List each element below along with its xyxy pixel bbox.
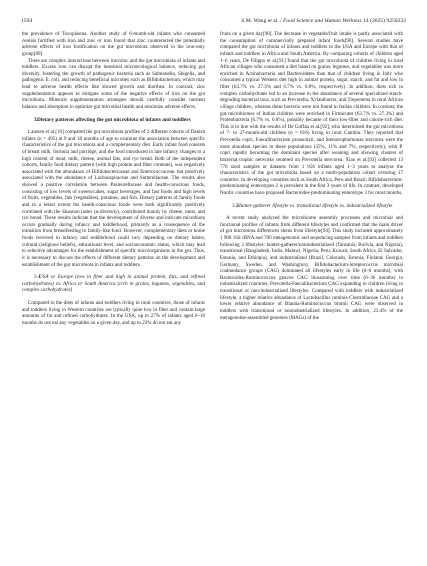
section-3-number: 3. bbox=[34, 116, 38, 123]
section-3-1-number: 3.1 bbox=[34, 274, 41, 281]
section-3-heading bbox=[22, 117, 205, 124]
journal-citation bbox=[241, 17, 406, 26]
section-3-2-title: Hunter-gatherer lifestyle vs. transitional lifestyle vs. industrialized lifestyle bbox=[237, 202, 393, 209]
left-paragraph-1: the prevalence of Toxoplasma. Another study of 6-month-old infants who consumed cereals fortified with iron and zinc or iron found that zinc counteracted the potentially adverse effects of iron fortification on the gut microbiota observed in the iron-only group[89]. bbox=[22, 31, 205, 57]
left-column bbox=[22, 31, 205, 327]
section-3-1-title: USA or Europe (low in fiber and high in animal protein, fats, and refined carbohydrates) vs. Africa or South America (rich in grains, legumes, vegetables, and complex carbohydrates) bbox=[22, 274, 205, 294]
right-column bbox=[220, 31, 403, 321]
running-header bbox=[21, 17, 406, 26]
section-3-1-heading bbox=[22, 274, 205, 294]
citation-authors: S.M. Wang et al. / bbox=[241, 18, 283, 24]
page-number: 1594 bbox=[21, 18, 33, 24]
section-3-2-number: 3.2 bbox=[232, 202, 239, 209]
section-3-title: Dietary patterns affecting the gut microbiota of infants and toddlers bbox=[37, 116, 191, 123]
right-paragraph-1: fruits on a given day[90]. The decrease in vegetable/fruit intake is partly associated with the consumption of commercially prepared infant foods[90]. Several studies have compared the gut microbiota of infants and toddlers in the USA and Europe with that of infants and toddlers in Africa and South America. By comparing cohorts of children aged 1–6 years, De Filippo et al.[91] found that the gut microbiota of children living in rural African villages who consumed a diet based on grains, legumes, and vegetables was more enriched in Actinobacteria and Bacteroidetes than that of children living in Italy who consumed a typical Western diet high in animal protein, sugar, starch, and fat and low in fiber (63.7% vs. 27.3% and 6.7% vs. 0.8%, respectively). In addition, diets rich in complex carbohydrates led to an increase in the abundance of several specialized starch-degrading bacterial taxa, such as Prevotella, Xylanibacter, and Treponema in rural African village children, whereas these bacteria were not found in Italian children. In contrast, the gut microbiomes of Italian children were enriched in Firmicutes (63.7% vs. 27.3%) and Proteobacteria (6.7% vs. 0.8%), possibly because of their low-fiber and calorie-rich diet. This is in line with the results of De Goffau et al.[92], who determined the gut microbiota of 7- to 37-month-old children (n = 616) living in rural Gambia. They reported that Prevotella copri, Faecalibacterium prausnitzii, and Stenotrophomonas stercorea were the most abundant species in these populations (35%, 11% and 7%, respectively), with P. copri rapidly becoming the dominant species after weaning and showing clusters of bacterial trophic networks centered on Prevotella stercorea. Xiao et al.[93] collected 13 776 stool samples or datasets from 1 956 infants aged 1–3 years to analyze the characteristics of the gut microbiota based on a multi-population cohort covering 17 countries. In developing countries such as South Africa, Peru and Brazil, Bifidobacterium-predominating enterotypes 2 is prevalent in the first 3 years of life. In contrast, developed Nordic countries have proposed Bacteroides-predominating enterotype 3 for most months. bbox=[220, 31, 403, 196]
section-3-2-heading bbox=[220, 203, 403, 210]
left-paragraph-2: There are complex interactions between iron/zinc and the gut microbiota of infants and toddlers. Excess iron can disrupt the intestinal microecological balance, reducing gut diversity, fostering the growth of pathogenic bacteria such as Salmonella, Shigella, and pathogenic E. coli, and reducing beneficial microbes such as Bifidobacterium, which may lead to adverse health effects like slowed growth and diarrhea. In contrast, zinc supplementation appears to mitigate some of the negative effects of iron on the gut microbiota. Minerals supplementation strategies should carefully consider nutrient balance and absorption to optimize gut microbial health and minimize adverse effects. bbox=[22, 57, 205, 110]
journal-name: Food Science and Human Wellness bbox=[283, 18, 362, 24]
left-paragraph-4: Compared to the diets of infants and toddlers living in rural countries, those of infants and toddlers living in Western countries are typically quite low in fiber and contain large amounts of fat and refined carbohydrates. In the USA, up to 27% of infants aged 6–18 months do not eat any vegetables on a given day, and up to 23% do not eat any bbox=[22, 300, 205, 326]
citation-volume: 14 (2025) 9250232 bbox=[361, 18, 406, 24]
right-paragraph-2: A recent study analyzed the microbiome assembly processes and microbial and functional profiles of infants from different lifestyles and confirmed that the main driver of gut microbiota differences stems from lifestyle[94]. This study included approximately 1 900 16S rRNA and 700 metagenomic and sequencing samples from infants and toddlers following 3 lifestyles: hunter-gatherer/nonindustrialized (Tanzania, Bolivia, and Nigeria), transitional (Bangladesh, India, Malawi, Nigeria, Peru, Kuwait, South Africa, El Salvador, Estonia, and Ethiopia), and industrialized (Brazil, Colorado, Estonia, Finland, Georgia, Germany, Sweden, and Washington). Bifidobacterium-Streptococcus microbial coabundance groups (CAG) dominated all lifestyles early in life (0–6 months), with Bacteroides-Ruminococcus gnavus CAG blossoming over time (6–36 months) in industrialized countries, Prevotella-Faecalibacterium CAG expanding in children living in transitional or non-industrialized lifestyles. Compared with toddlers with industrialized lifestyle, a higher relative abundance of Lactobacillus ruminis-Clostridiaceae CAG and a lower relative abundance of Blautia-Ruminococcus bromii CAG were observed in toddlers with transitional or nonindustrialized lifestyles. In addition, 23.4% of the metagenome-assembled genomes (MAGs) of the bbox=[220, 215, 403, 321]
left-paragraph-3: Laursen et al.[10] compared the gut microbiota profiles of 2 different cohorts of Danish infants (n = 495) at 9 and 18 months of age to examine the association between specific characteristics of the gut microbiota and a complementary diet. Early infant food consists of breast milk, formula and porridge, and the food introduced in late infancy changes to a high content of meat, milk, cheese, animal fats, and rye bread. Both of the independent cohorts, family food dietary pattern (with high protein and fiber contents), was negatively associated with the abundance of Bifidobacteriaceae and Enterococcaceae, but positively associated with the abundance of Lachnospiraceae and Sutterellaceae. The results also showed a positive correlation between Pasteurellaceae and health-conscious foods, consisting of low levels of sweets/cakes, sugar beverages, and fast foods and high levels of fruits, vegetables, fats (vegetables), potatoes, and fish. Dietary patterns of family foods and to a lesser extent the health-conscious foods were both significantly positively correlated with the Shannon index (α-diversity), contributed mainly by cheese, meat, and rye bread. These results indicate that the development of diverse and intricate microbiota occurs gradually during infancy and toddlerhood, primarily as a consequence of the transition from breastfeeding to family-like food. However, complementary diets or home foods received in infancy and toddlerhood could vary depending on dietary habits, cultural (religious beliefs), educational level, and socioeconomic status, which may lead to selective advantages for the establishment of specific microorganisms in the gut. Thus, it is necessary to discuss the effects of different dietary patterns on the development and establishment of the gut microbiota in infants and toddlers. bbox=[22, 129, 205, 268]
